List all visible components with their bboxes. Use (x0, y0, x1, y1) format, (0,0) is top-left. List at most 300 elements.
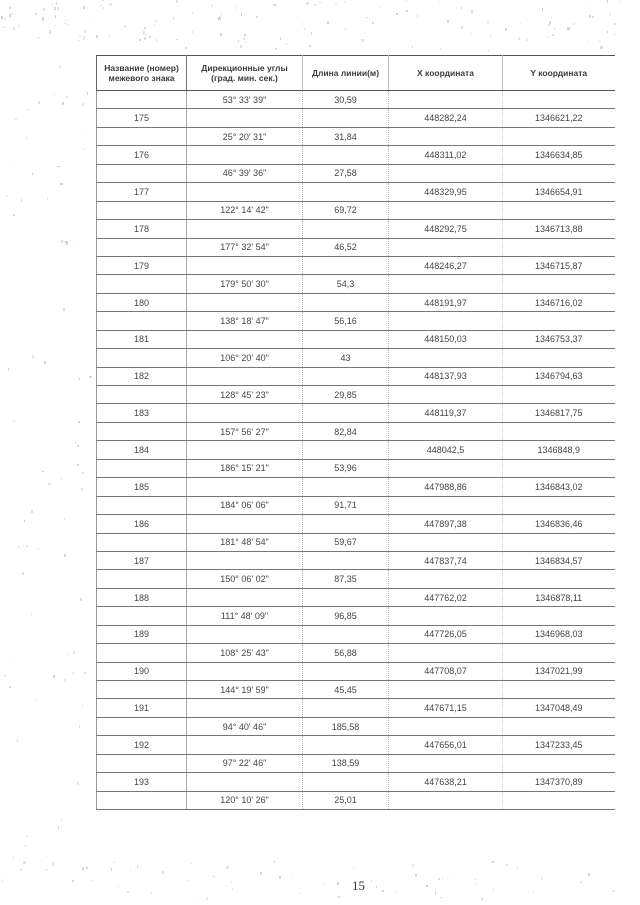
marker-row (97, 588, 615, 606)
scan-speck (47, 197, 48, 200)
x-coordinate-cell (389, 201, 503, 219)
scan-speck (415, 874, 417, 876)
scan-speck (327, 21, 328, 24)
line-length-cell (303, 256, 389, 274)
line-length-cell: 87,35 (303, 570, 389, 588)
scan-speck (592, 16, 594, 18)
marker-name-cell (97, 459, 187, 477)
scan-speck (35, 13, 37, 15)
scan-speck (244, 34, 246, 36)
scan-speck (552, 34, 554, 37)
marker-name-cell (97, 754, 187, 772)
y-coordinate-cell (503, 275, 615, 293)
marker-name-cell (97, 681, 187, 699)
scan-speck (241, 13, 243, 16)
bearing-cell (187, 551, 303, 569)
scan-speck (54, 7, 56, 10)
scan-speck (54, 93, 55, 96)
bearing-cell: 157° 56' 27" (187, 422, 303, 440)
marker-row (97, 367, 615, 385)
scan-speck (361, 39, 364, 42)
bearing-cell (187, 773, 303, 791)
scan-speck (111, 868, 112, 871)
scan-speck (280, 37, 282, 40)
y-coordinate-cell: 1346621,22 (503, 109, 615, 127)
scan-speck (72, 672, 74, 675)
scan-speck (79, 725, 81, 728)
y-coordinate-cell: 1346848,9 (503, 441, 615, 459)
y-coordinate-cell (503, 533, 615, 551)
scan-speck (162, 871, 163, 874)
bearing-cell (187, 625, 303, 643)
y-coordinate-cell: 1346654,91 (503, 183, 615, 201)
marker-name-cell: 179 (97, 256, 187, 274)
scan-speck (426, 885, 428, 887)
scan-speck (2, 879, 4, 881)
scan-speck (488, 50, 489, 52)
segment-row (97, 312, 615, 330)
marker-row (97, 515, 615, 533)
bearing-cell (187, 736, 303, 754)
scan-speck (13, 662, 15, 663)
y-coordinate-cell (503, 164, 615, 182)
scan-speck (376, 886, 377, 888)
scan-speck (213, 876, 215, 878)
line-length-cell (303, 515, 389, 533)
marker-name-cell (97, 164, 187, 182)
segment-row (97, 496, 615, 514)
scan-speck (588, 873, 590, 875)
line-length-cell (303, 330, 389, 348)
segment-row (97, 275, 615, 293)
scan-speck (86, 867, 87, 869)
scan-speck (31, 510, 33, 513)
y-coordinate-cell: 1346713,88 (503, 220, 615, 238)
scan-speck (66, 96, 68, 99)
scan-speck (364, 33, 366, 34)
scan-speck (26, 545, 28, 547)
scan-speck (109, 34, 110, 37)
bearing-cell: 111° 48' 09" (187, 607, 303, 625)
x-coordinate-cell (389, 681, 503, 699)
scan-speck (113, 862, 115, 863)
marker-row (97, 293, 615, 311)
scan-speck (471, 33, 472, 35)
bearing-cell (187, 146, 303, 164)
bearing-cell: 150° 06' 02" (187, 570, 303, 588)
line-length-cell: 30,59 (303, 91, 389, 109)
bearing-cell: 128° 45' 23" (187, 386, 303, 404)
scan-speck (130, 870, 132, 872)
scan-speck (198, 897, 199, 899)
marker-row (97, 220, 615, 238)
scan-speck (87, 92, 89, 95)
scan-speck (83, 6, 85, 9)
scan-speck (371, 880, 372, 882)
scan-speck (26, 109, 27, 110)
bearing-cell (187, 220, 303, 238)
scan-speck (13, 214, 15, 216)
scan-speck (482, 897, 483, 900)
scan-speck (49, 30, 51, 33)
x-coordinate-cell: 447762,02 (389, 588, 503, 606)
scan-speck (438, 878, 440, 880)
scan-speck (82, 867, 84, 870)
scan-speck (80, 598, 82, 601)
y-coordinate-cell (503, 386, 615, 404)
x-coordinate-cell (389, 717, 503, 735)
scan-speck (440, 897, 442, 898)
line-length-cell (303, 662, 389, 680)
y-coordinate-cell: 1347370,89 (503, 773, 615, 791)
scan-speck (8, 368, 9, 371)
marker-row (97, 404, 615, 422)
scan-speck (191, 863, 192, 865)
scan-speck (506, 864, 508, 865)
x-coordinate-cell: 447988,86 (389, 478, 503, 496)
scan-speck (137, 865, 138, 869)
scan-speck (35, 699, 36, 702)
marker-name-cell (97, 312, 187, 330)
scan-speck (13, 27, 15, 30)
marker-row (97, 736, 615, 754)
scan-speck (587, 40, 589, 41)
bearing-cell (187, 515, 303, 533)
line-length-cell (303, 146, 389, 164)
x-coordinate-cell: 447671,15 (389, 699, 503, 717)
x-coordinate-cell (389, 570, 503, 588)
scan-speck (344, 1, 346, 3)
scan-speck (58, 826, 59, 829)
scan-speck (599, 40, 601, 42)
scan-speck (96, 35, 98, 38)
segment-row (97, 754, 615, 772)
scan-speck (537, 877, 539, 878)
scan-speck (345, 28, 346, 30)
scan-speck (83, 36, 85, 39)
marker-row (97, 183, 615, 201)
x-coordinate-cell (389, 238, 503, 256)
y-coordinate-cell: 1346968,03 (503, 625, 615, 643)
scan-speck (139, 39, 141, 41)
scan-speck (614, 23, 616, 26)
bearing-cell: 138° 18' 47" (187, 312, 303, 330)
scan-speck (554, 28, 555, 29)
x-coordinate-cell: 448119,37 (389, 404, 503, 422)
scan-speck (24, 520, 25, 522)
line-length-cell (303, 478, 389, 496)
scan-speck (406, 0, 407, 2)
marker-row (97, 773, 615, 791)
scan-speck (218, 17, 221, 20)
scan-speck (124, 26, 126, 27)
marker-name-cell (97, 422, 187, 440)
scan-speck (87, 7, 89, 9)
y-coordinate-cell (503, 681, 615, 699)
line-length-cell (303, 441, 389, 459)
scan-speck (55, 15, 57, 18)
scan-speck (78, 421, 80, 423)
y-coordinate-cell (503, 312, 615, 330)
x-coordinate-cell: 447638,21 (389, 773, 503, 791)
scan-speck (619, 1, 620, 3)
marker-row (97, 146, 615, 164)
scan-speck (92, 880, 93, 882)
x-coordinate-cell (389, 91, 503, 109)
scan-speck (11, 13, 13, 14)
scan-speck (154, 24, 155, 25)
scan-speck (82, 103, 84, 106)
x-coordinate-cell: 447726,05 (389, 625, 503, 643)
x-coordinate-cell: 447837,74 (389, 551, 503, 569)
line-length-cell: 56,16 (303, 312, 389, 330)
scan-speck (58, 7, 59, 10)
scan-speck (13, 856, 14, 859)
x-coordinate-cell (389, 533, 503, 551)
x-coordinate-cell (389, 349, 503, 367)
marker-row (97, 662, 615, 680)
scan-speck (417, 14, 418, 18)
scan-speck (52, 862, 54, 865)
marker-name-cell: 192 (97, 736, 187, 754)
line-length-cell (303, 625, 389, 643)
marker-name-cell: 183 (97, 404, 187, 422)
scan-speck (78, 40, 80, 42)
scan-speck (61, 818, 62, 821)
scan-speck (14, 118, 16, 121)
scan-speck (42, 17, 44, 20)
scan-speck (38, 37, 40, 39)
scan-speck (185, 47, 187, 48)
scan-speck (243, 38, 245, 40)
scan-speck (187, 880, 188, 881)
scan-speck (118, 886, 119, 887)
marker-name-cell: 178 (97, 220, 187, 238)
marker-name-cell: 175 (97, 109, 187, 127)
y-coordinate-cell (503, 496, 615, 514)
scan-speck (490, 35, 491, 38)
segment-row (97, 459, 615, 477)
marker-row (97, 625, 615, 643)
scan-speck (4, 18, 6, 20)
scan-speck (236, 5, 238, 7)
scan-speck (607, 0, 608, 3)
line-length-cell: 56,88 (303, 644, 389, 662)
x-coordinate-cell: 448137,93 (389, 367, 503, 385)
scan-speck (314, 4, 316, 7)
bearing-cell (187, 699, 303, 717)
scan-speck (18, 546, 19, 548)
scan-speck (48, 483, 50, 485)
scan-speck (32, 355, 34, 358)
scan-speck (406, 10, 408, 13)
y-coordinate-cell: 1346794,63 (503, 367, 615, 385)
bearing-cell: 94° 40' 46" (187, 717, 303, 735)
x-coordinate-cell: 447897,38 (389, 515, 503, 533)
scan-speck (474, 879, 476, 880)
scan-speck (442, 878, 443, 879)
bearing-cell (187, 478, 303, 496)
scan-speck (64, 23, 66, 24)
scan-speck (526, 38, 528, 41)
bearing-cell: 179° 50' 30" (187, 275, 303, 293)
bearing-cell: 53° 33' 39" (187, 91, 303, 109)
scan-speck (461, 26, 463, 29)
y-coordinate-cell: 1346753,37 (503, 330, 615, 348)
line-length-cell: 185,58 (303, 717, 389, 735)
scan-speck (43, 8, 44, 11)
scan-speck (11, 167, 13, 168)
x-coordinate-cell: 448282,24 (389, 109, 503, 127)
header-y-coordinate: Y координата (503, 56, 615, 91)
line-length-cell (303, 220, 389, 238)
marker-name-cell (97, 275, 187, 293)
marker-name-cell (97, 201, 187, 219)
line-length-cell (303, 699, 389, 717)
scan-speck (103, 7, 104, 9)
marker-name-cell (97, 91, 187, 109)
line-length-cell: 91,71 (303, 496, 389, 514)
scan-speck (240, 45, 242, 48)
scan-speck (302, 23, 303, 26)
scan-speck (144, 37, 146, 40)
bearing-cell (187, 662, 303, 680)
scan-speck (245, 42, 246, 44)
y-coordinate-cell (503, 238, 615, 256)
scan-speck (64, 554, 65, 557)
scan-speck (614, 33, 615, 36)
scan-speck (102, 0, 104, 1)
scan-speck (307, 2, 309, 5)
marker-name-cell (97, 570, 187, 588)
line-length-cell (303, 183, 389, 201)
scan-speck (4, 675, 6, 677)
scan-speck (53, 675, 55, 678)
line-length-cell: 69,72 (303, 201, 389, 219)
scan-speck (46, 869, 47, 871)
scan-speck (612, 890, 614, 893)
scan-speck (471, 10, 473, 13)
scan-speck (580, 881, 582, 884)
segment-row (97, 127, 615, 145)
x-coordinate-cell: 448292,75 (389, 220, 503, 238)
scan-speck (84, 30, 86, 33)
segment-row (97, 201, 615, 219)
bearing-cell (187, 441, 303, 459)
scan-speck (395, 890, 396, 893)
scan-speck (573, 23, 575, 25)
scan-speck (57, 166, 59, 168)
x-coordinate-cell (389, 644, 503, 662)
line-length-cell (303, 551, 389, 569)
scan-speck (610, 13, 611, 16)
scan-speck (335, 3, 337, 4)
bearing-cell: 181° 48' 54" (187, 533, 303, 551)
y-coordinate-cell (503, 201, 615, 219)
scan-speck (9, 14, 10, 17)
scan-speck (273, 4, 276, 6)
scan-speck (461, 7, 462, 10)
segment-row (97, 717, 615, 735)
y-coordinate-cell (503, 91, 615, 109)
x-coordinate-cell: 448329,95 (389, 183, 503, 201)
scan-speck (26, 137, 27, 139)
line-length-cell: 43 (303, 349, 389, 367)
bearing-cell: 120° 10' 26" (187, 791, 303, 809)
segment-row (97, 533, 615, 551)
scan-speck (518, 37, 520, 40)
bearing-cell: 177° 32' 54" (187, 238, 303, 256)
scan-speck (476, 884, 477, 886)
bearing-cell (187, 367, 303, 385)
marker-name-cell (97, 238, 187, 256)
x-coordinate-cell: 448042,5 (389, 441, 503, 459)
header-marker-name: Название (номер) межевого знака (97, 56, 187, 91)
scan-speck (23, 545, 24, 546)
bearing-cell (187, 256, 303, 274)
scan-speck (81, 488, 83, 491)
scan-speck (25, 845, 27, 846)
segment-row (97, 791, 615, 809)
scan-speck (548, 24, 549, 27)
bearing-cell: 108° 25' 43" (187, 644, 303, 662)
marker-name-cell: 189 (97, 625, 187, 643)
marker-name-cell (97, 717, 187, 735)
bearing-cell (187, 588, 303, 606)
scan-speck (79, 36, 81, 37)
scan-speck (379, 6, 380, 8)
scan-speck (75, 441, 76, 444)
scan-speck (85, 133, 86, 135)
scan-speck (533, 892, 534, 893)
scan-speck (299, 893, 300, 894)
segment-row (97, 349, 615, 367)
line-length-cell (303, 588, 389, 606)
y-coordinate-cell: 1346716,02 (503, 293, 615, 311)
scan-speck (83, 148, 84, 150)
x-coordinate-cell (389, 791, 503, 809)
marker-name-cell (97, 127, 187, 145)
boundary-coordinates-table (96, 55, 615, 810)
scan-speck (551, 17, 552, 19)
marker-name-cell: 185 (97, 478, 187, 496)
scan-speck (435, 891, 436, 894)
scan-speck (304, 28, 305, 30)
marker-name-cell (97, 607, 187, 625)
scan-speck (607, 31, 608, 33)
scan-speck (221, 12, 222, 15)
scan-speck (31, 613, 32, 616)
marker-name-cell: 182 (97, 367, 187, 385)
scan-speck (589, 15, 591, 18)
y-coordinate-cell: 1346836,46 (503, 515, 615, 533)
scan-speck (211, 5, 213, 6)
scan-speck (372, 22, 374, 24)
scan-speck (18, 25, 20, 27)
marker-name-cell: 180 (97, 293, 187, 311)
scan-speck (38, 101, 40, 104)
x-coordinate-cell: 448191,97 (389, 293, 503, 311)
scan-speck (68, 24, 70, 25)
bearing-cell: 97° 22' 46" (187, 754, 303, 772)
scan-speck (547, 36, 548, 38)
scan-speck (600, 46, 602, 49)
bearing-cell (187, 293, 303, 311)
scan-speck (493, 889, 494, 892)
bearing-cell: 106° 20' 40" (187, 349, 303, 367)
scan-speck (38, 548, 39, 550)
segment-row (97, 386, 615, 404)
